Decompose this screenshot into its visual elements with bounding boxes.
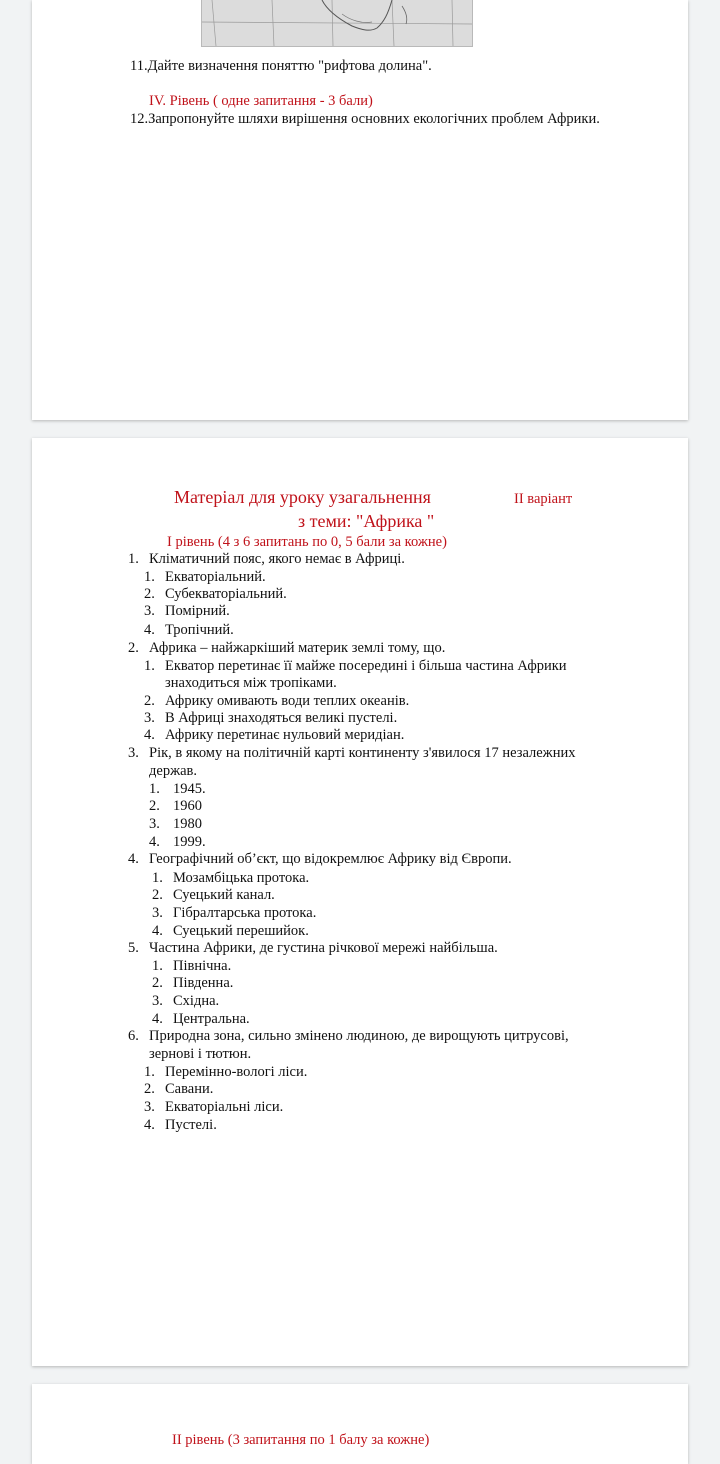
q3-option-2-number: 2. <box>149 798 160 814</box>
document-page-3 <box>32 1384 688 1464</box>
page-title-line-2: з теми: "Африка " <box>298 511 435 531</box>
q1-option-2 <box>144 585 287 603</box>
q2-option-1 <box>144 657 567 675</box>
question-11 <box>130 57 432 75</box>
question-6-text: Природна зона, сильно змінено людиною, де вирощують цитрусові, <box>149 1028 569 1044</box>
q1-option-4-text: Тропічний. <box>165 622 234 638</box>
question-12 <box>130 110 600 128</box>
question-6-continuation: зернові і тютюн. <box>149 1046 252 1062</box>
q3-option-1-number: 1. <box>149 781 160 797</box>
question-1-text: Кліматичний пояс, якого немає в Африці. <box>149 551 405 567</box>
map-outline-icon <box>202 0 472 46</box>
q3-option-3-text: 1980 <box>173 816 202 832</box>
q3-option-1 <box>149 780 206 798</box>
q6-option-4-text: Пустелі. <box>165 1117 217 1133</box>
q5-option-4-number: 4. <box>152 1011 163 1027</box>
q4-option-4-number: 4. <box>152 923 163 939</box>
q5-option-2 <box>152 974 233 992</box>
q6-option-4 <box>144 1116 217 1134</box>
q1-option-4-number: 4. <box>144 622 155 638</box>
q6-option-3-number: 3. <box>144 1099 155 1115</box>
q5-option-1 <box>152 957 231 975</box>
q4-option-2 <box>152 886 275 904</box>
q2-option-1-text: Екватор перетинає її майже посередині і більша частина Африки <box>165 658 567 674</box>
document-page-1 <box>32 0 688 420</box>
document-page-2 <box>32 438 688 1366</box>
q4-option-3 <box>152 904 316 922</box>
level-2-heading: ІІ рівень (3 запитання по 1 балу за кожне) <box>172 1432 430 1448</box>
q6-option-3 <box>144 1098 283 1116</box>
q2-option-3 <box>144 709 397 727</box>
q3-option-2 <box>149 797 202 815</box>
question-3-number: 3. <box>128 745 139 761</box>
q4-option-2-number: 2. <box>152 887 163 903</box>
question-4 <box>128 850 512 868</box>
question-5 <box>128 939 498 957</box>
question-1 <box>128 550 405 568</box>
q1-option-3-text: Помірний. <box>165 603 230 619</box>
q2-option-2-text: Африку омивають води теплих океанів. <box>165 693 410 709</box>
q1-option-3 <box>144 602 230 620</box>
q2-option-3-number: 3. <box>144 710 155 726</box>
q2-option-3-text: В Африці знаходяться великі пустелі. <box>165 710 398 726</box>
q1-option-1 <box>144 568 266 586</box>
variant-label: ІІ варіант <box>514 491 573 507</box>
level-1-heading: І рівень (4 з 6 запитань по 0, 5 бали за кожне) <box>167 534 447 550</box>
q5-option-3-text: Східна. <box>173 993 220 1009</box>
q3-option-2-text: 1960 <box>173 798 202 814</box>
question-4-text: Географічний об’єкт, що відокремлює Африку від Європи. <box>149 851 512 867</box>
question-3 <box>128 744 575 762</box>
question-11-number: 11. <box>130 58 148 74</box>
question-12-number: 12. <box>130 111 149 127</box>
q4-option-4 <box>152 922 309 940</box>
q6-option-2-number: 2. <box>144 1081 155 1097</box>
q5-option-2-number: 2. <box>152 975 163 991</box>
q1-option-1-text: Екваторіальний. <box>165 569 266 585</box>
q2-option-1-continuation: знаходиться між тропіками. <box>165 675 337 691</box>
q6-option-2 <box>144 1080 213 1098</box>
page-title-line-1: Матеріал для уроку узагальнення <box>174 487 431 507</box>
question-3-text: Рік, в якому на політичній карті континенту з'явилося 17 незалежних <box>149 745 576 761</box>
question-1-number: 1. <box>128 551 139 567</box>
q3-option-4-text: 1999. <box>173 834 206 850</box>
question-2 <box>128 639 445 657</box>
q3-option-3-number: 3. <box>149 816 160 832</box>
question-5-number: 5. <box>128 940 139 956</box>
q2-option-4 <box>144 726 404 744</box>
question-5-text: Частина Африки, де густина річкової мережі найбільша. <box>149 940 498 956</box>
q6-option-1-number: 1. <box>144 1064 155 1080</box>
q5-option-3-number: 3. <box>152 993 163 1009</box>
q2-option-2 <box>144 692 409 710</box>
q5-option-3 <box>152 992 219 1010</box>
question-6-number: 6. <box>128 1028 139 1044</box>
q2-option-1-number: 1. <box>144 658 155 674</box>
q4-option-1 <box>152 869 309 887</box>
q4-option-1-text: Мозамбіцька протока. <box>173 870 310 886</box>
question-3-continuation: держав. <box>149 763 197 779</box>
q3-option-4-number: 4. <box>149 834 160 850</box>
question-4-number: 4. <box>128 851 139 867</box>
q5-option-1-text: Північна. <box>173 958 232 974</box>
q2-option-4-number: 4. <box>144 727 155 743</box>
q5-option-1-number: 1. <box>152 958 163 974</box>
question-2-text: Африка – найжаркіший материк землі тому, що. <box>149 640 446 656</box>
q4-option-3-number: 3. <box>152 905 163 921</box>
q6-option-2-text: Савани. <box>165 1081 214 1097</box>
question-2-number: 2. <box>128 640 139 656</box>
africa-map-image <box>201 0 473 47</box>
question-12-text: Запропонуйте шляхи вирішення основних екологічних проблем Африки. <box>148 111 600 127</box>
level-4-heading: IV. Рівень ( одне запитання - 3 бали) <box>149 93 373 109</box>
q2-option-4-text: Африку перетинає нульовий меридіан. <box>165 727 405 743</box>
q2-option-2-number: 2. <box>144 693 155 709</box>
q6-option-1-text: Перемінно-вологі ліси. <box>165 1064 308 1080</box>
q4-option-3-text: Гібралтарська протока. <box>173 905 317 921</box>
q6-option-4-number: 4. <box>144 1117 155 1133</box>
question-6 <box>128 1027 569 1045</box>
q1-option-4 <box>144 621 234 639</box>
q6-option-1 <box>144 1063 307 1081</box>
q5-option-4-text: Центральна. <box>173 1011 250 1027</box>
q5-option-4 <box>152 1010 250 1028</box>
q1-option-2-text: Субекваторіальний. <box>165 586 287 602</box>
q1-option-3-number: 3. <box>144 603 155 619</box>
q3-option-4 <box>149 833 206 851</box>
q1-option-2-number: 2. <box>144 586 155 602</box>
q3-option-3 <box>149 815 202 833</box>
question-11-text: Дайте визначення поняттю "рифтова долина". <box>147 58 432 74</box>
q3-option-1-text: 1945. <box>173 781 206 797</box>
q5-option-2-text: Південна. <box>173 975 234 991</box>
q6-option-3-text: Екваторіальні ліси. <box>165 1099 284 1115</box>
q4-option-1-number: 1. <box>152 870 163 886</box>
q4-option-2-text: Суецький канал. <box>173 887 275 903</box>
q1-option-1-number: 1. <box>144 569 155 585</box>
q4-option-4-text: Суецький перешийок. <box>173 923 309 939</box>
